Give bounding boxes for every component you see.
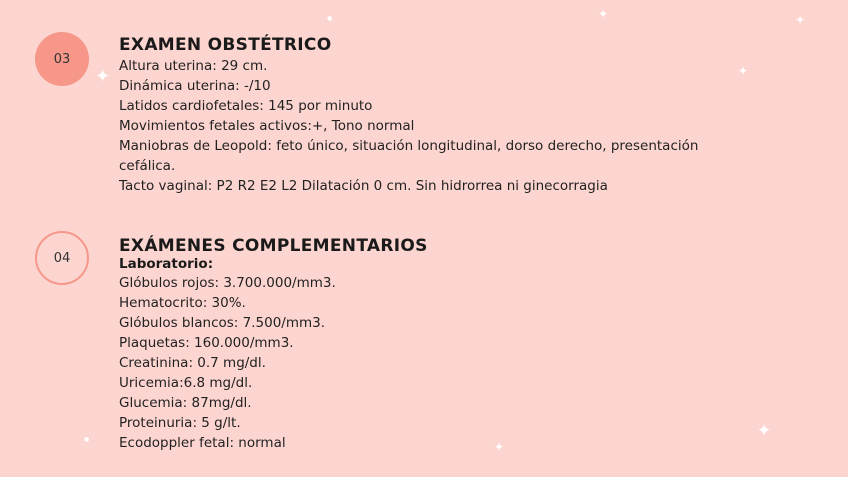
section-number: 04 — [53, 250, 71, 266]
text-line: Maniobras de Leopold: feto único, situación longitudinal, dorso derecho, presentación — [119, 138, 699, 154]
sparkle-icon: ● — [327, 15, 333, 22]
lab-result: Glóbulos blancos: 7.500/mm3. — [119, 315, 326, 331]
section-subtitle: Laboratorio: — [119, 256, 214, 272]
text-line: Dinámica uterina: -/10 — [119, 78, 271, 94]
sparkle-icon: ● — [84, 436, 90, 443]
text-line: Altura uterina: 29 cm. — [119, 58, 268, 74]
text-line: Tacto vaginal: P2 R2 E2 L2 Dilatación 0 cm. Sin hidrorrea ni ginecorragia — [119, 178, 608, 194]
lab-results-list — [119, 273, 819, 453]
lab-result: Glucemia: 87mg/dl. — [119, 395, 252, 411]
sparkle-icon: ✦ — [757, 421, 772, 441]
section-number-badge — [35, 32, 89, 86]
section-content — [119, 35, 819, 196]
sparkle-icon: ✦ — [738, 64, 749, 78]
section-content — [119, 236, 819, 453]
sparkle-icon: ✦ — [598, 7, 609, 21]
section-title: EXÁMENES COMPLEMENTARIOS — [119, 236, 428, 256]
sparkle-icon: ✦ — [95, 66, 111, 87]
lab-result: Creatinina: 0.7 mg/dl. — [119, 355, 266, 371]
lab-result: Proteinuria: 5 g/lt. — [119, 415, 241, 431]
text-line: cefálica. — [119, 158, 176, 174]
sparkle-icon: ✦ — [494, 440, 505, 454]
lab-result: Ecodoppler fetal: normal — [119, 435, 286, 451]
section-number-badge — [35, 231, 89, 285]
lab-result: Hematocrito: 30%. — [119, 295, 246, 311]
text-line: Movimientos fetales activos:+, Tono normal — [119, 118, 415, 134]
sparkle-icon: ✦ — [795, 13, 806, 27]
lab-result: Uricemia:6.8 mg/dl. — [119, 375, 253, 391]
section-title: EXAMEN OBSTÉTRICO — [119, 35, 332, 55]
lab-result: Plaquetas: 160.000/mm3. — [119, 335, 294, 351]
lab-result: Glóbulos rojos: 3.700.000/mm3. — [119, 275, 336, 291]
text-line: Latidos cardiofetales: 145 por minuto — [119, 98, 373, 114]
section-body — [119, 56, 819, 196]
section-number: 03 — [53, 51, 71, 67]
